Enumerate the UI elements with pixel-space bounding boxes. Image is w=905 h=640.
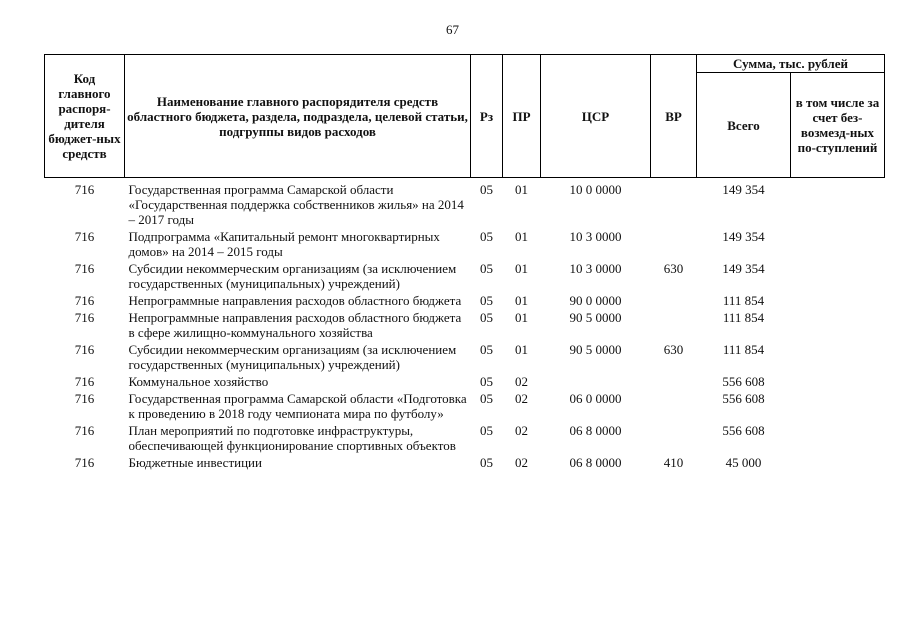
table-row — [45, 342, 885, 374]
cell-csr: 90 5 0000 — [569, 342, 622, 357]
header-rz: Рз — [471, 55, 503, 178]
cell-csr: 90 0 0000 — [569, 293, 622, 308]
header-total: Всего — [697, 73, 791, 178]
cell-gratuitous — [791, 342, 885, 374]
table-row — [45, 455, 885, 472]
cell-pr: 02 — [515, 374, 528, 389]
table-row — [45, 229, 885, 261]
table-row — [45, 423, 885, 455]
cell-csr: 06 8 0000 — [569, 423, 622, 438]
table-body — [45, 178, 885, 473]
cell-total: 111 854 — [722, 293, 765, 308]
cell-csr: 90 5 0000 — [569, 310, 622, 325]
cell-rz: 05 — [480, 423, 493, 438]
cell-vr: 630 — [663, 342, 684, 357]
cell-pr: 01 — [515, 310, 528, 325]
table-row — [45, 310, 885, 342]
header-code: Код главного распоря-дителя бюджет-ных средств — [45, 55, 125, 178]
table-row — [45, 391, 885, 423]
cell-pr: 01 — [515, 182, 528, 197]
table-row — [45, 374, 885, 391]
page-number: 67 — [446, 22, 459, 37]
cell-rz: 05 — [480, 391, 493, 406]
cell-pr: 02 — [515, 455, 528, 470]
cell-name: Бюджетные инвестиции — [128, 455, 262, 470]
cell-code: 716 — [74, 342, 95, 357]
cell-gratuitous — [791, 455, 885, 472]
cell-csr: 10 3 0000 — [569, 229, 622, 244]
cell-vr: 630 — [663, 261, 684, 276]
cell-rz: 05 — [480, 229, 493, 244]
cell-gratuitous — [791, 261, 885, 293]
cell-gratuitous — [791, 310, 885, 342]
cell-total: 45 000 — [725, 455, 762, 470]
cell-total: 149 354 — [722, 261, 765, 276]
cell-gratuitous — [791, 374, 885, 391]
cell-rz: 05 — [480, 374, 493, 389]
cell-code: 716 — [74, 182, 95, 197]
cell-name: Непрограммные направления расходов областного бюджета в сфере жилищно-коммунального хозяйства — [128, 310, 462, 340]
cell-pr: 01 — [515, 293, 528, 308]
cell-vr — [651, 293, 697, 310]
cell-code: 716 — [74, 261, 95, 276]
cell-pr: 02 — [515, 423, 528, 438]
cell-code: 716 — [74, 391, 95, 406]
budget-table — [44, 54, 885, 472]
table-row — [45, 261, 885, 293]
cell-total: 556 608 — [722, 391, 765, 406]
cell-vr — [651, 229, 697, 261]
header-vr: ВР — [651, 55, 697, 178]
cell-gratuitous — [791, 423, 885, 455]
cell-csr: 06 0 0000 — [569, 391, 622, 406]
cell-name: План мероприятий по подготовке инфраструктуры, обеспечивающей функционирование спортивных объектов — [128, 423, 456, 453]
cell-name: Подпрограмма «Капитальный ремонт многоквартирных домов» на 2014 – 2015 годы — [128, 229, 440, 259]
cell-gratuitous — [791, 293, 885, 310]
cell-csr: 06 8 0000 — [569, 455, 622, 470]
cell-vr — [651, 178, 697, 230]
cell-rz: 05 — [480, 455, 493, 470]
cell-pr: 01 — [515, 229, 528, 244]
cell-name: Коммунальное хозяйство — [128, 374, 269, 389]
table-row — [45, 178, 885, 230]
cell-rz: 05 — [480, 310, 493, 325]
cell-vr — [651, 423, 697, 455]
cell-gratuitous — [791, 229, 885, 261]
cell-pr: 01 — [515, 342, 528, 357]
header-sum: Сумма, тыс. рублей — [697, 55, 885, 73]
cell-name: Непрограммные направления расходов областного бюджета — [128, 293, 462, 308]
header-pr: ПР — [503, 55, 541, 178]
cell-vr: 410 — [663, 455, 684, 470]
cell-name: Субсидии некоммерческим организациям (за исключением государственных (муниципальных) учреждений) — [128, 261, 457, 291]
cell-vr — [651, 310, 697, 342]
cell-gratuitous — [791, 178, 885, 230]
cell-total: 111 854 — [722, 310, 765, 325]
cell-total: 149 354 — [722, 182, 765, 197]
cell-total: 111 854 — [722, 342, 765, 357]
cell-vr — [651, 374, 697, 391]
header-name: Наименование главного распорядителя средств областного бюджета, раздела, подраздела, целевой статьи, подгруппы видов расходов — [125, 55, 471, 178]
cell-rz: 05 — [480, 182, 493, 197]
cell-pr: 02 — [515, 391, 528, 406]
cell-total: 149 354 — [722, 229, 765, 244]
cell-pr: 01 — [515, 261, 528, 276]
cell-csr: 10 3 0000 — [569, 261, 622, 276]
table-row — [45, 293, 885, 310]
cell-csr — [541, 374, 651, 391]
cell-rz: 05 — [480, 261, 493, 276]
cell-name: Субсидии некоммерческим организациям (за исключением государственных (муниципальных) учреждений) — [128, 342, 457, 372]
header-gratuitous: в том числе за счет без-возмезд-ных по-ступлений — [791, 73, 885, 178]
cell-gratuitous — [791, 391, 885, 423]
cell-rz: 05 — [480, 342, 493, 357]
cell-total: 556 608 — [722, 423, 765, 438]
cell-name: Государственная программа Самарской области «Государственная поддержка собственников жилья» на 2014 – 2017 годы — [128, 182, 464, 227]
cell-code: 716 — [74, 310, 95, 325]
cell-code: 716 — [74, 293, 95, 308]
cell-code: 716 — [74, 229, 95, 244]
cell-csr: 10 0 0000 — [569, 182, 622, 197]
table-header — [45, 55, 885, 178]
cell-name: Государственная программа Самарской области «Подготовка к проведению в 2018 году чемпионата мира по футболу» — [128, 391, 467, 421]
cell-code: 716 — [74, 374, 95, 389]
cell-code: 716 — [74, 455, 95, 470]
cell-total: 556 608 — [722, 374, 765, 389]
cell-code: 716 — [74, 423, 95, 438]
cell-vr — [651, 391, 697, 423]
cell-rz: 05 — [480, 293, 493, 308]
header-csr: ЦСР — [541, 55, 651, 178]
